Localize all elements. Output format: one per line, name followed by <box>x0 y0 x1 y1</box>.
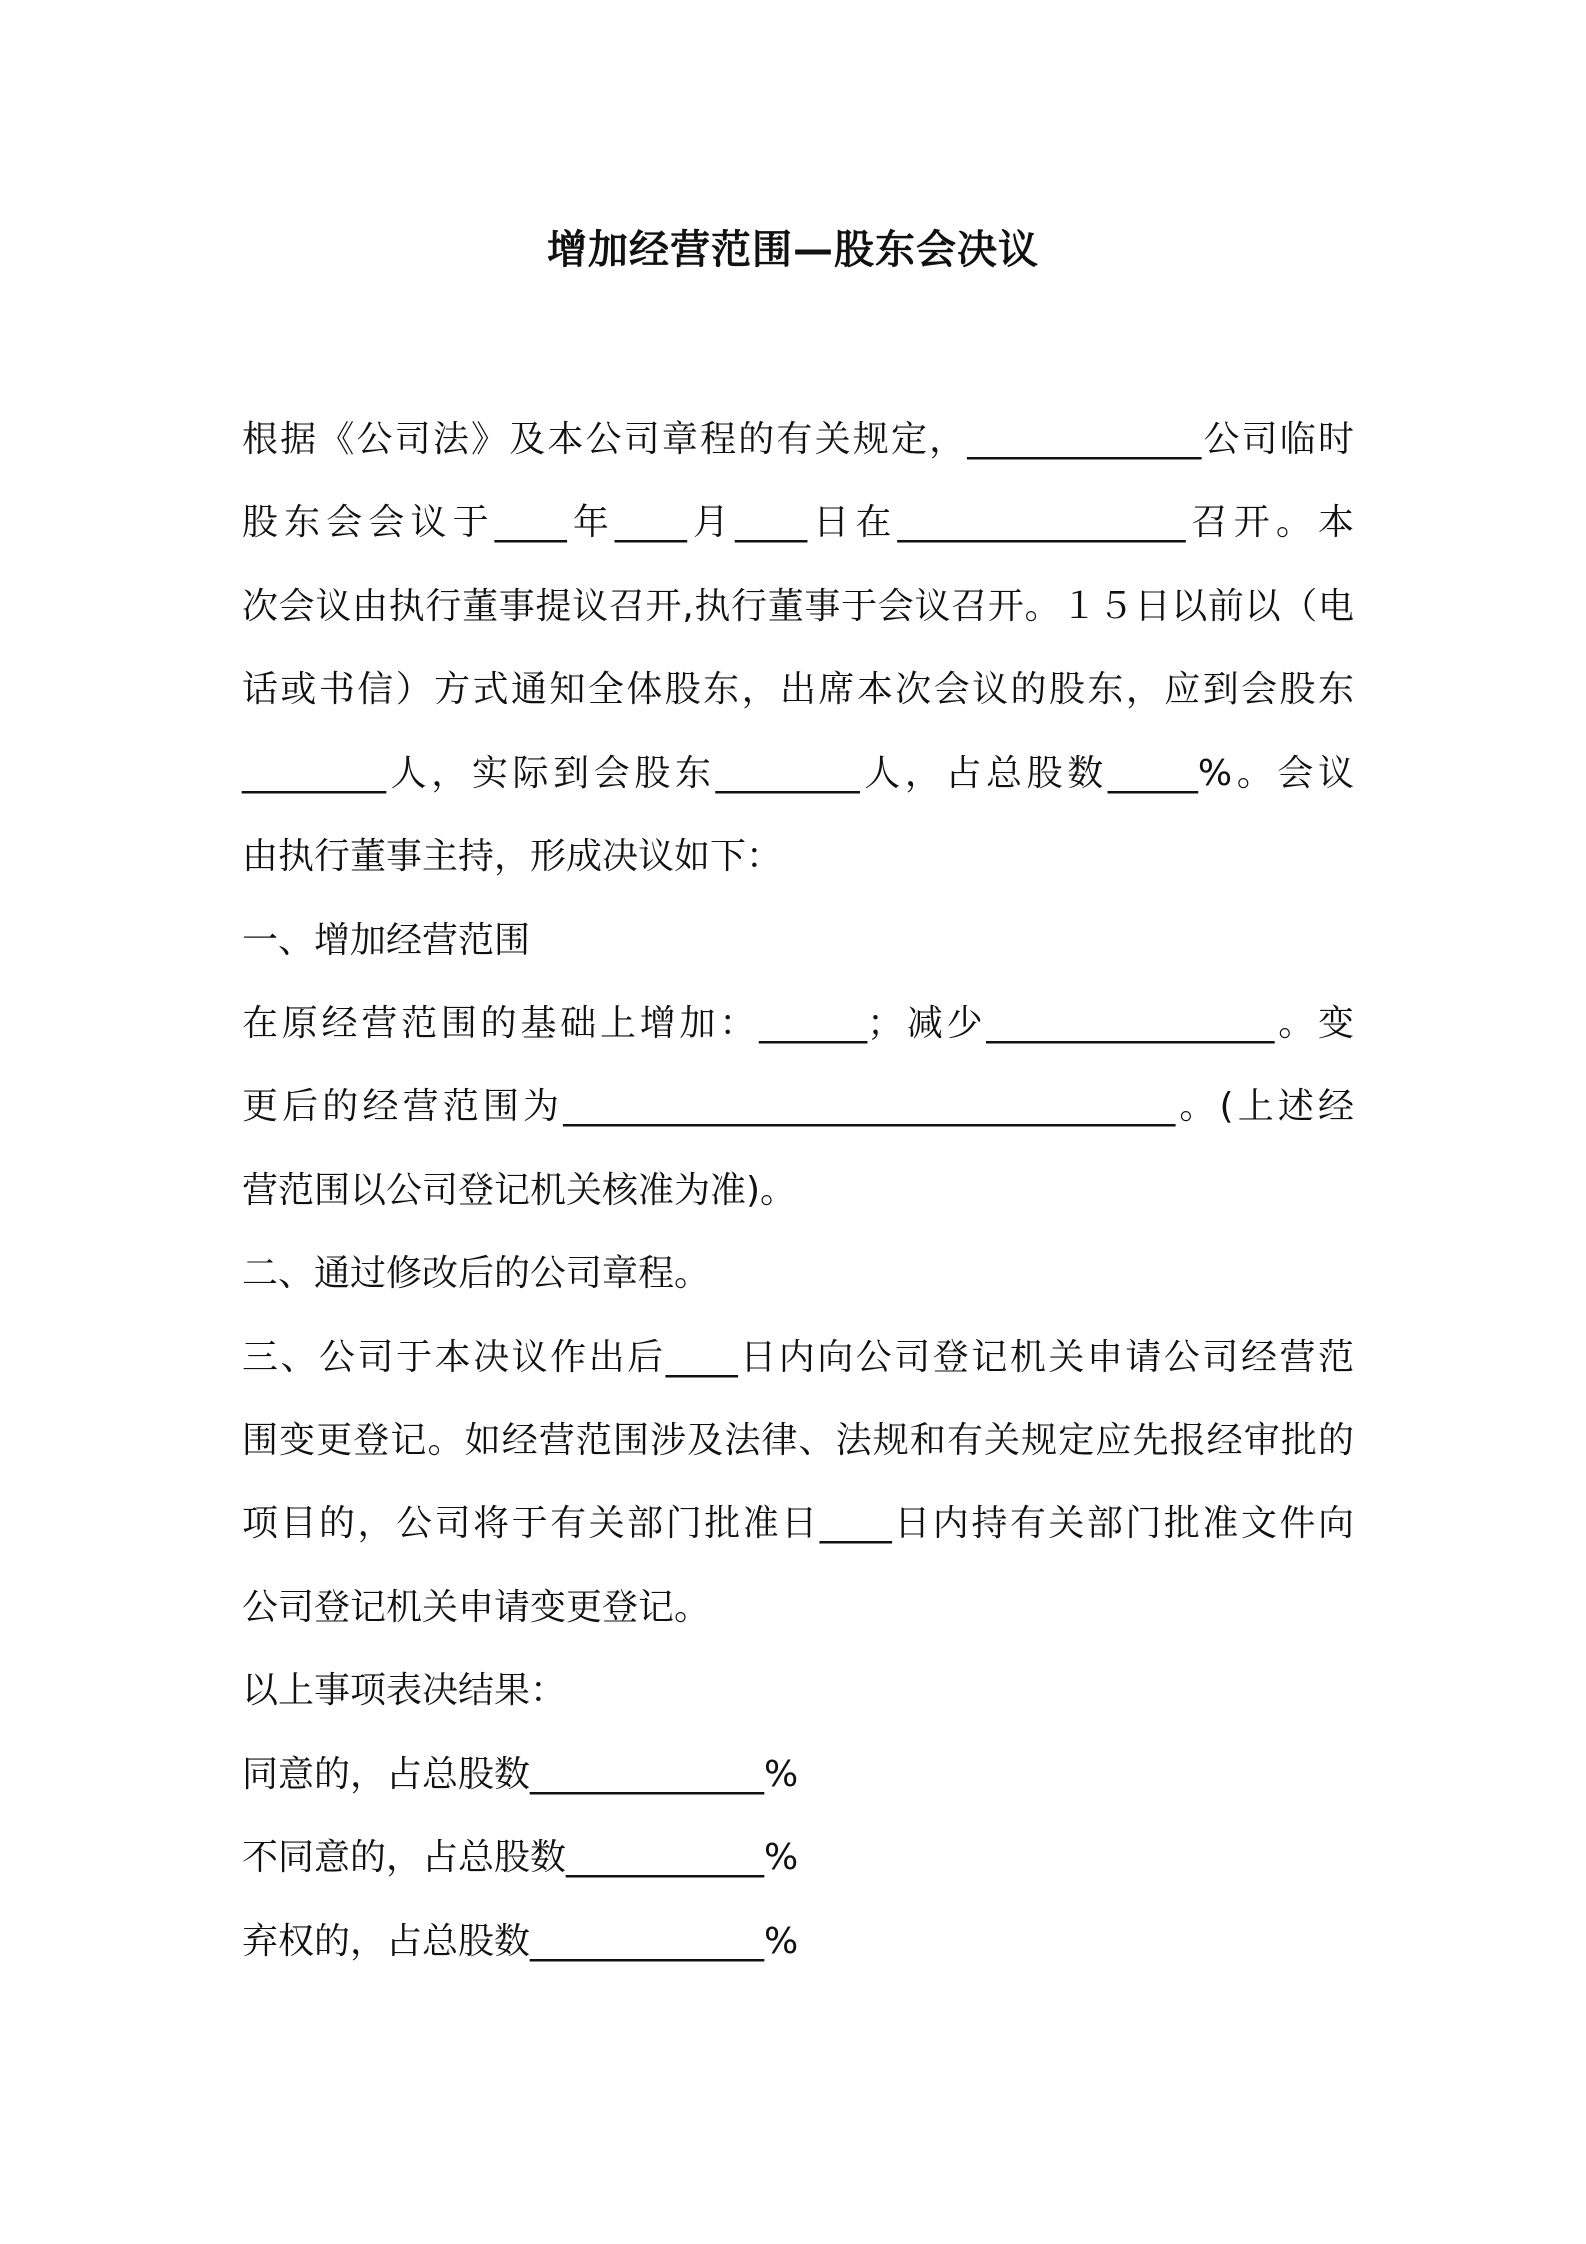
paragraph-line-2: 股东会会议于____年____月____日在________________召开。本 <box>242 502 1354 543</box>
section-heading-2: 二、通过修改后的公司章程。 <box>242 1253 711 1294</box>
section-1-line-1: 在原经营范围的基础上增加：______；减少________________。变 <box>242 1003 1354 1044</box>
section-1-line-2: 更后的经营范围为__________________________________。(上述经 <box>242 1086 1354 1127</box>
paragraph-line-5: ________人，实际到会股东________人，占总股数_____%。会议 <box>242 753 1354 794</box>
vote-abstain-line: 弃权的，占总股数_____________% <box>242 1921 799 1962</box>
section-heading-1: 一、增加经营范围 <box>242 920 531 961</box>
vote-agree-line: 同意的，占总股数_____________% <box>242 1754 799 1795</box>
paragraph-line-6: 由执行董事主持，形成决议如下： <box>242 836 783 877</box>
section-3-line-1: 三、公司于本决议作出后____日内向公司登记机关申请公司经营范 <box>242 1337 1354 1378</box>
paragraph-line-1: 根据《公司法》及本公司章程的有关规定，_____________公司临时 <box>242 419 1354 460</box>
vote-results-heading: 以上事项表决结果： <box>242 1670 567 1711</box>
document-title: 增加经营范围—股东会决议 <box>547 227 1039 273</box>
section-3-line-4: 公司登记机关申请变更登记。 <box>242 1587 711 1628</box>
vote-disagree-line: 不同意的，占总股数___________% <box>242 1837 799 1878</box>
section-3-line-3: 项目的，公司将于有关部门批准日____日内持有关部门批准文件向 <box>242 1503 1354 1544</box>
section-1-line-3: 营范围以公司登记机关核准为准)。 <box>242 1170 797 1211</box>
paragraph-line-4: 话或书信）方式通知全体股东，出席本次会议的股东，应到会股东 <box>242 669 1354 710</box>
paragraph-line-3: 次会议由执行董事提议召开,执行董事于会议召开。１５日以前以（电 <box>242 586 1354 627</box>
section-3-line-2: 围变更登记。如经营范围涉及法律、法规和有关规定应先报经审批的 <box>242 1420 1354 1461</box>
